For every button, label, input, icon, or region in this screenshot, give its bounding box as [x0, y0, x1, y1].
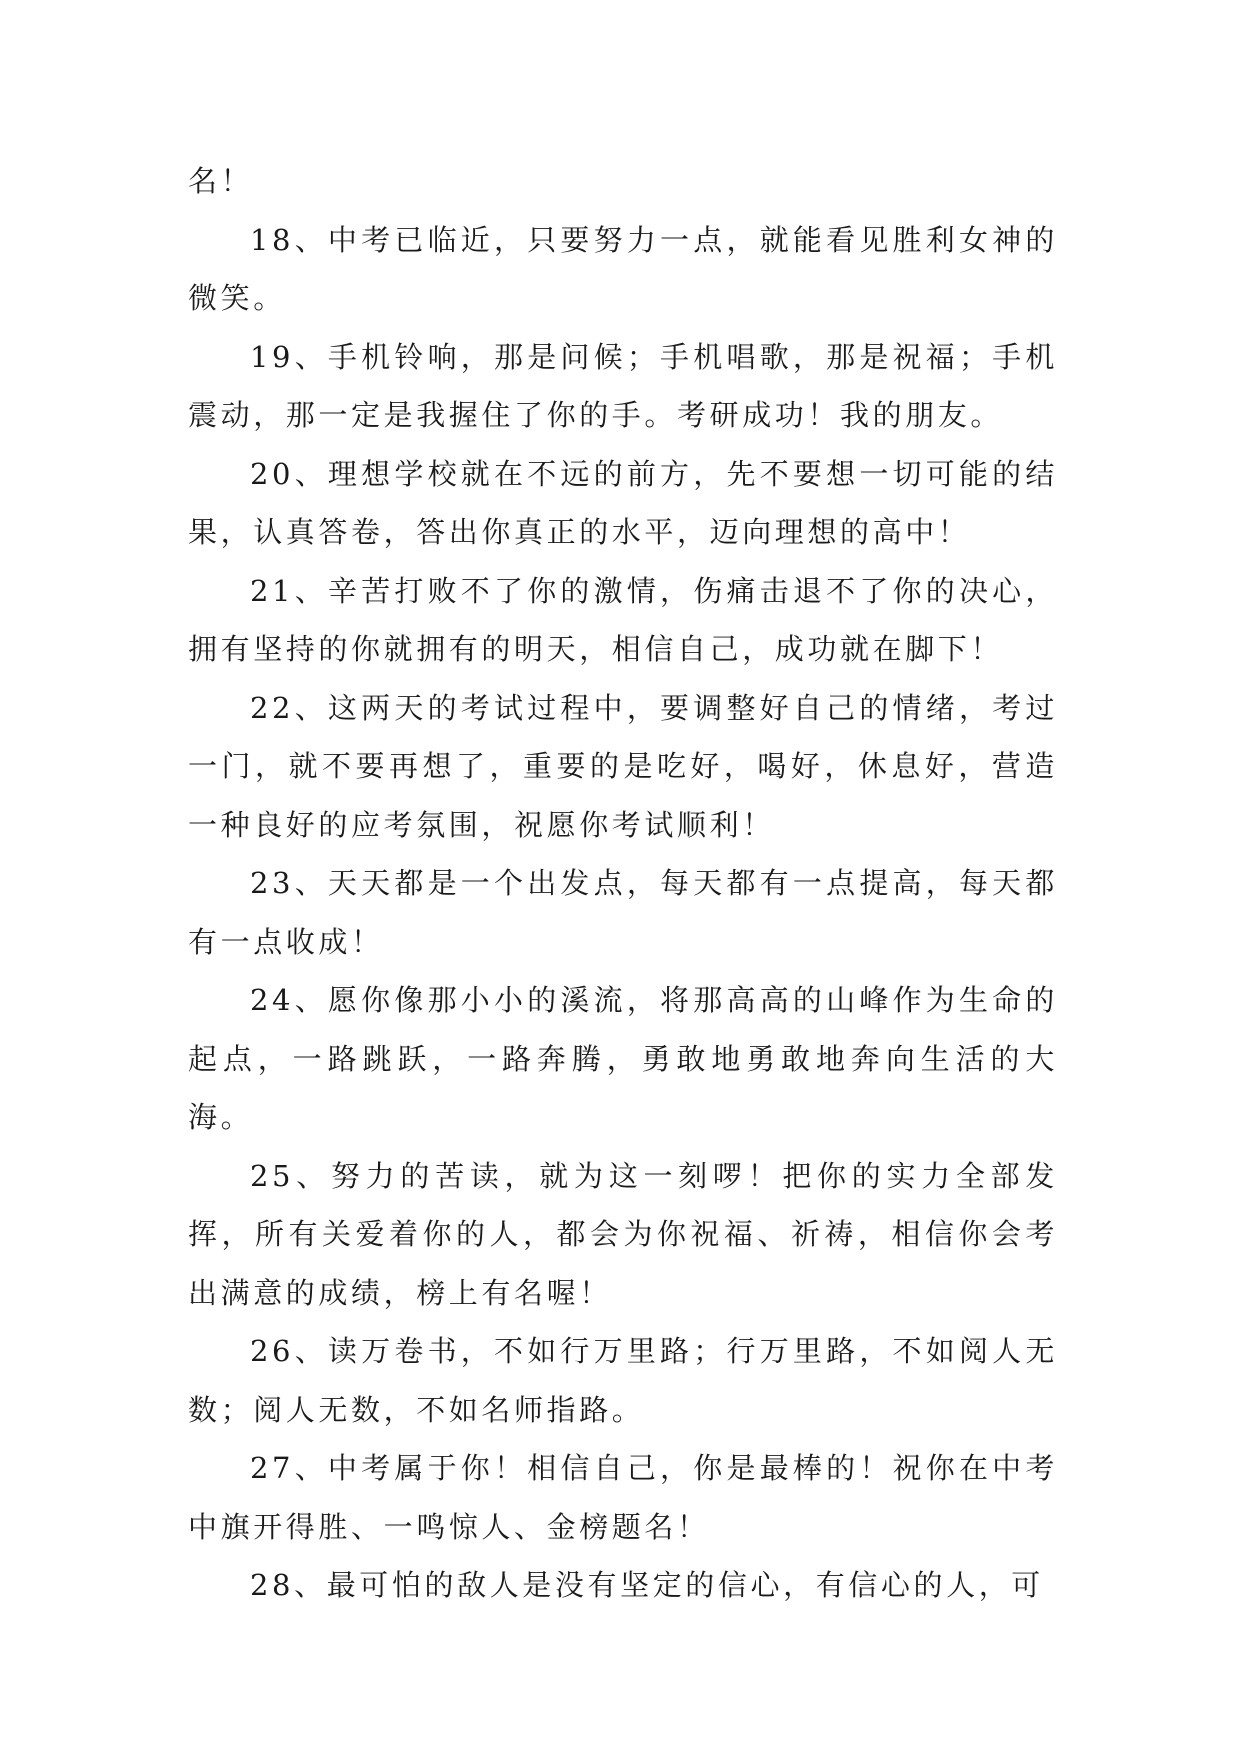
- paragraph-item-20: 20、理想学校就在不远的前方，先不要想一切可能的结果，认真答卷，答出你真正的水平，迈向理想的高中！: [188, 456, 1058, 549]
- paragraph-item-22: 22、这两天的考试过程中，要调整好自己的情绪，考过一门，就不要再想了，重要的是吃好，喝好，休息好，营造一种良好的应考氛围，祝愿你考试顺利！: [188, 690, 1058, 842]
- paragraph-item-21: 21、辛苦打败不了你的激情，伤痛击退不了你的决心，拥有坚持的你就拥有的明天，相信自己，成功就在脚下！: [188, 573, 1058, 666]
- paragraph-item-18: 18、中考已临近，只要努力一点，就能看见胜利女神的微笑。: [188, 222, 1058, 315]
- paragraph-item-26: 26、读万卷书，不如行万里路；行万里路，不如阅人无数；阅人无数，不如名师指路。: [188, 1334, 1058, 1427]
- paragraph-item-24: 24、愿你像那小小的溪流，将那高高的山峰作为生命的起点，一路跳跃，一路奔腾，勇敢地勇敢地奔向生活的大海。: [188, 983, 1058, 1134]
- paragraph-item-28: 28、最可怕的敌人是没有坚定的信心，有信心的人，可: [250, 1568, 1044, 1602]
- paragraph-item-23: 23、天天都是一个出发点，每天都有一点提高，每天都有一点收成！: [188, 866, 1058, 959]
- paragraph-item-19: 19、手机铃响，那是问候；手机唱歌，那是祝福；手机震动，那一定是我握住了你的手。考研成功！我的朋友。: [188, 339, 1058, 432]
- paragraph-continuation: 名！: [188, 164, 254, 198]
- document-body: [188, 152, 1058, 1615]
- paragraph-item-27: 27、中考属于你！相信自己，你是最棒的！祝你在中考中旗开得胜、一鸣惊人、金榜题名！: [188, 1451, 1058, 1544]
- paragraph-item-25: 25、努力的苦读，就为这一刻啰！把你的实力全部发挥，所有关爱着你的人，都会为你祝福、祈祷，相信你会考出满意的成绩，榜上有名喔！: [188, 1158, 1058, 1310]
